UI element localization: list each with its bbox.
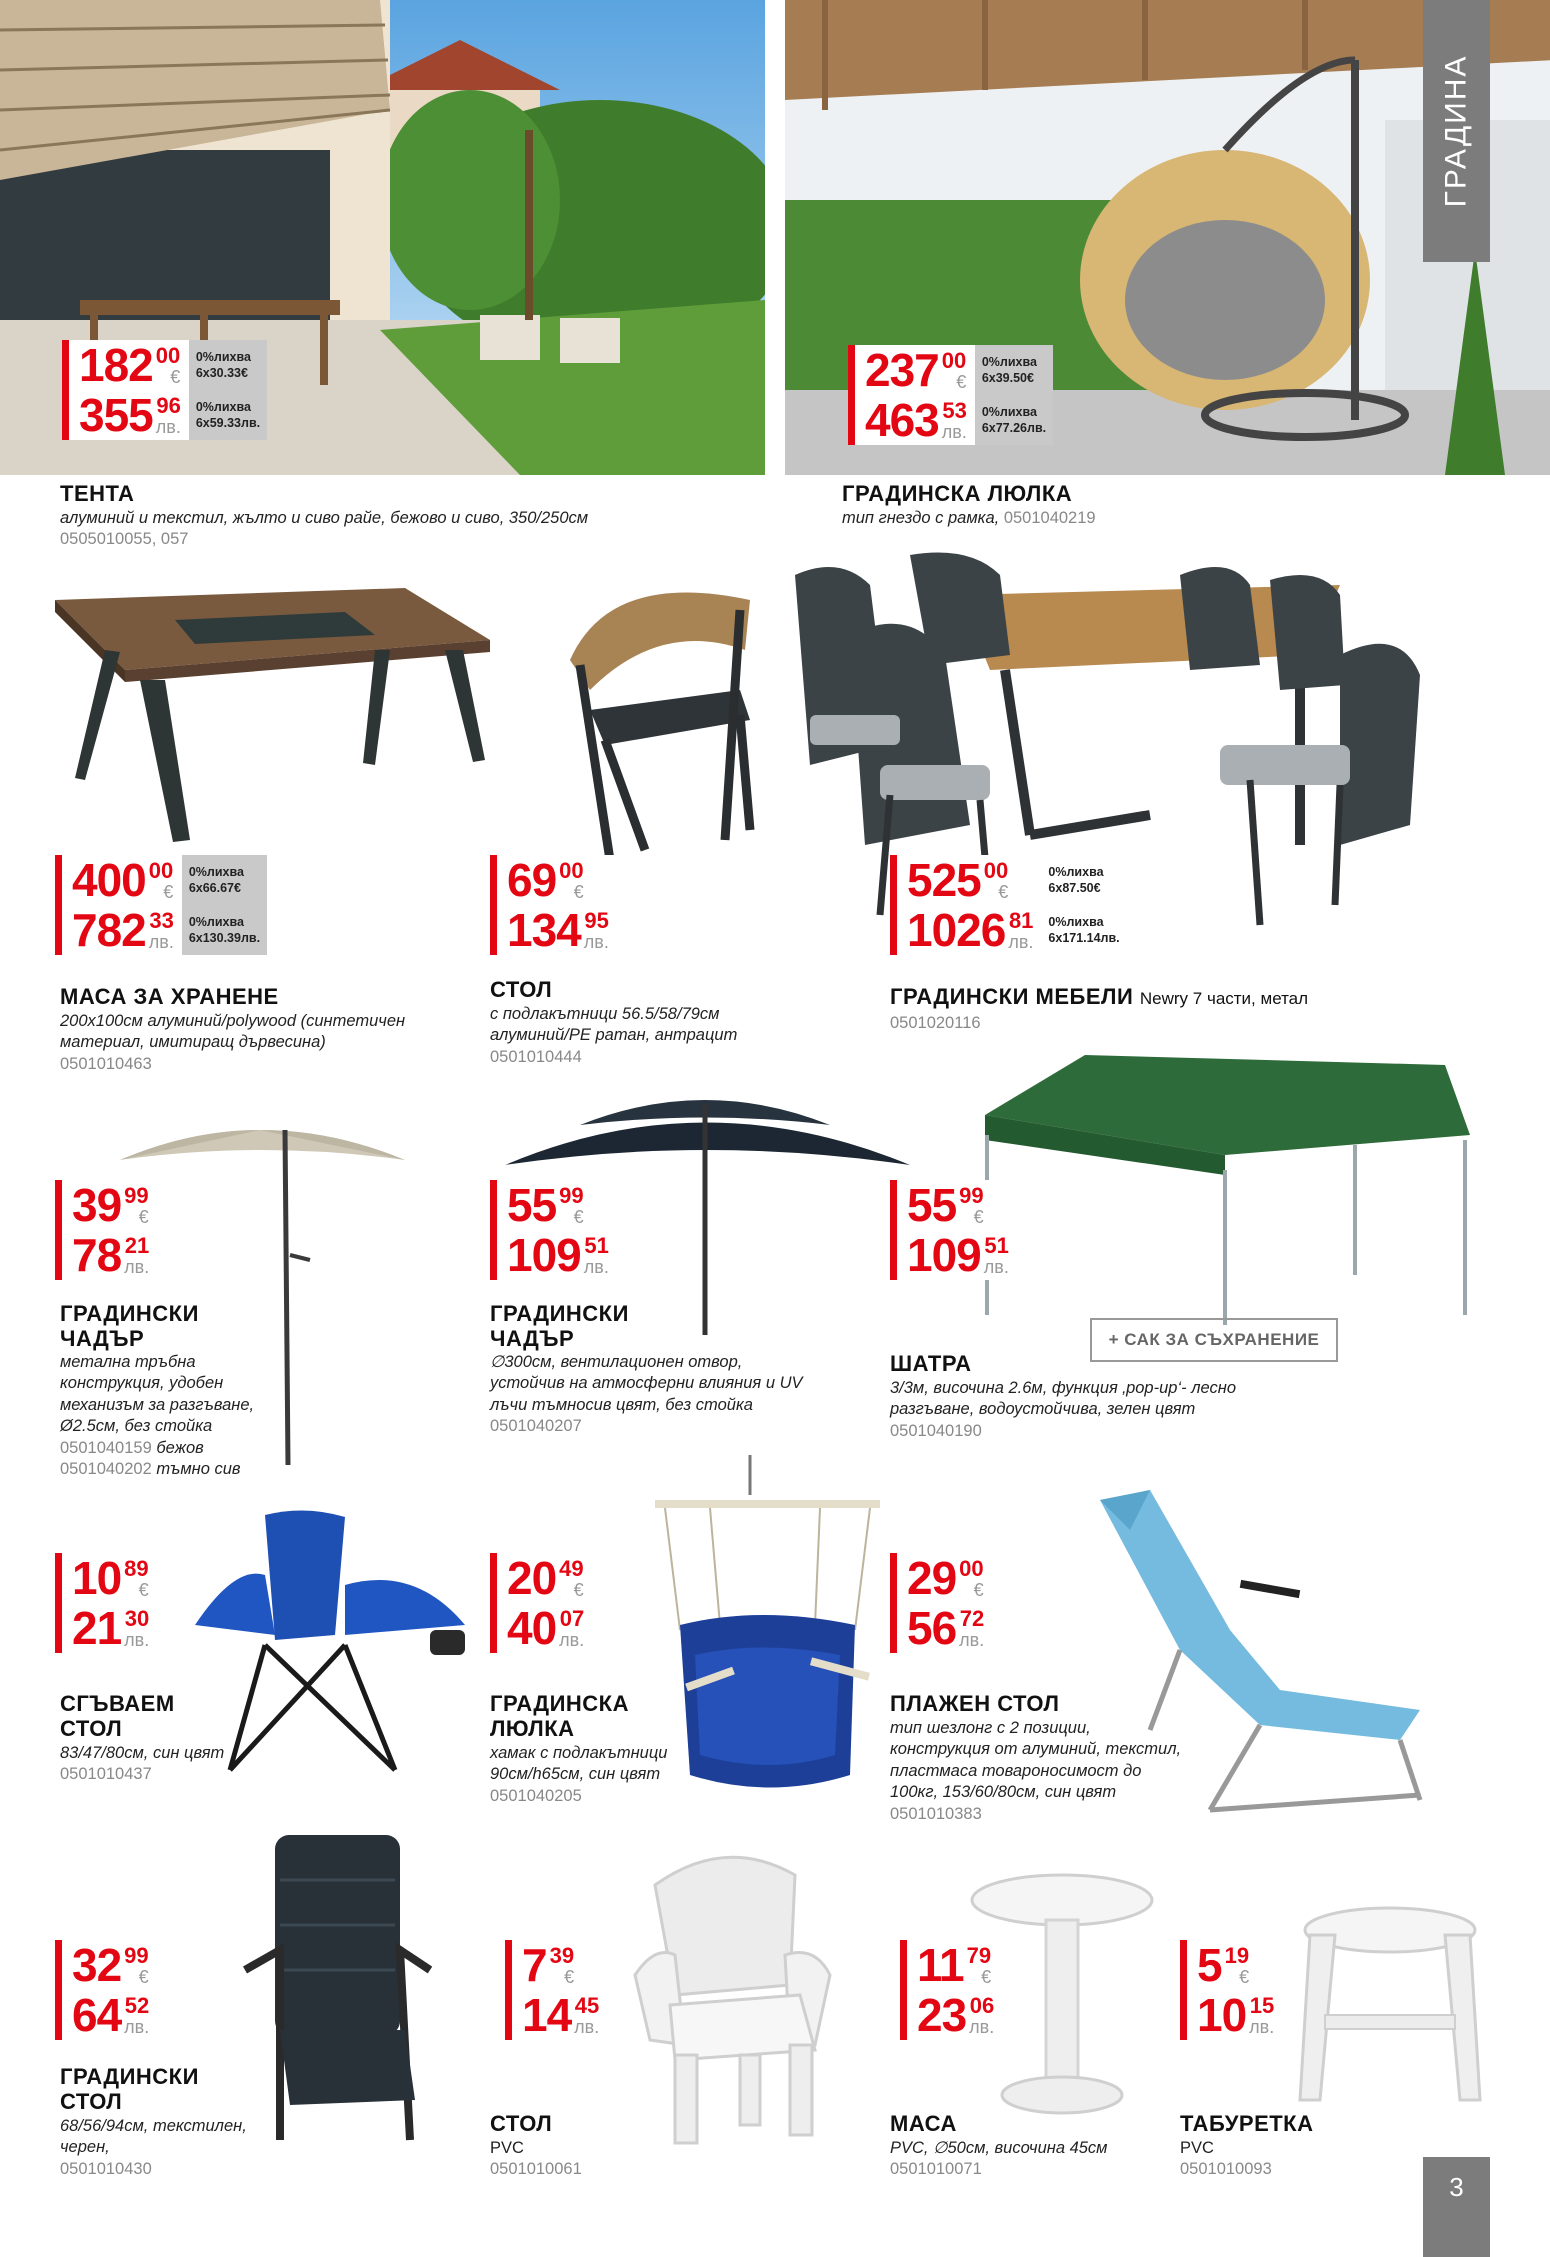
- lease-amount-bgn: 6x130.39лв.: [188, 931, 261, 945]
- hammock-price: [490, 1553, 592, 1653]
- currency-bgn: лв.: [969, 2017, 995, 2037]
- lease-amount-eur: 6x30.33€: [195, 366, 248, 380]
- currency-eur: €: [138, 1967, 149, 1987]
- pvc-chair-image: [615, 1845, 845, 2145]
- currency-bgn: лв.: [583, 1257, 609, 1277]
- lease-box: [975, 345, 1053, 445]
- folding-chair-title: СГЪВАЕМ СТОЛ: [60, 1691, 175, 1741]
- rattan-chair-desc-text: с подлакътници 56.5/58/79см алуминий/PE ратан, антрацит: [490, 1005, 738, 1045]
- price-eur-dec: 19: [1224, 1943, 1250, 1968]
- currency-bgn: лв.: [559, 1630, 585, 1650]
- lease-box: [182, 855, 267, 955]
- price-eur-int: 11: [917, 1939, 964, 1991]
- tent-desc: [890, 1378, 1270, 1442]
- price-bgn-dec: 06: [969, 1993, 995, 2018]
- lease-rate: 0%лихва: [188, 914, 244, 929]
- currency-eur: €: [138, 1207, 149, 1227]
- price-bgn-int: 782: [72, 904, 146, 956]
- hammock-desc-text: хамак с подлакътници 90см/h65см, син цвят: [490, 1744, 668, 1784]
- furniture-set-title-extra: Newry 7 части, метал: [1139, 989, 1309, 1008]
- pvc-chair-title: СТОЛ: [490, 2111, 553, 2136]
- swing-code: 0501040219: [1003, 509, 1096, 527]
- price-bgn-int: 23: [917, 1989, 967, 2041]
- beach-chair-price: [890, 1553, 992, 1653]
- price-bgn-dec: 15: [1249, 1993, 1275, 2018]
- beach-chair-code: 0501010383: [890, 1804, 982, 1823]
- price-bgn-int: 109: [907, 1229, 981, 1281]
- price-eur-dec: 00: [559, 858, 584, 883]
- currency-bgn: лв.: [1249, 2017, 1275, 2037]
- price-eur-dec: 00: [148, 858, 174, 883]
- price-bgn-dec: 95: [584, 908, 609, 933]
- hammock-code: 0501040205: [490, 1786, 582, 1805]
- rattan-chair-desc: [490, 1004, 820, 1068]
- folding-chair-price: [55, 1553, 157, 1653]
- price-bgn-int: 78: [72, 1229, 122, 1281]
- currency-eur: €: [998, 882, 1009, 902]
- umbrella-navy-code: 0501040207: [490, 1417, 582, 1436]
- hammock-desc: [490, 1743, 710, 1807]
- umbrella-navy-desc: [490, 1352, 810, 1438]
- price-eur-int: 55: [507, 1179, 557, 1231]
- storage-bag-badge: + САК ЗА СЪХРАНЕНИЕ: [1090, 1318, 1338, 1362]
- beach-chair-desc-text: тип шезлонг с 2 позиции, конструкция от алуминий, текстил, пластмаса товароносимост до 100кг, 153/60/80см, син цвят: [890, 1719, 1182, 1802]
- stool-title: ТАБУРЕТКА: [1180, 2111, 1314, 2136]
- price-bgn-int: 109: [507, 1229, 581, 1281]
- swing-desc: [842, 508, 1342, 529]
- tent-title: ШАТРА: [890, 1351, 972, 1376]
- rattan-chair-title: СТОЛ: [490, 977, 553, 1002]
- price-eur-int: 400: [72, 854, 146, 906]
- awning-code: 0505010055, 057: [60, 530, 189, 549]
- currency-eur: €: [573, 1580, 584, 1600]
- lease-rate: 0%лихва: [195, 399, 251, 414]
- furniture-set-code: 0501020116: [890, 1014, 981, 1032]
- lease-rate: 0%лихва: [981, 354, 1037, 369]
- tent-price: [890, 1180, 1017, 1280]
- price-bgn-dec: 21: [124, 1233, 150, 1258]
- awning-desc: [60, 508, 760, 551]
- currency-bgn: лв.: [124, 1630, 150, 1650]
- pvc-chair-price: [505, 1940, 607, 2040]
- stool-price: [1180, 1940, 1282, 2040]
- hammock-title: ГРАДИНСКА ЛЮЛКА: [490, 1691, 629, 1741]
- lease-box: [1041, 855, 1126, 955]
- price-eur-dec: 79: [966, 1943, 992, 1968]
- price-eur-dec: 00: [941, 348, 967, 373]
- currency-bgn: лв.: [124, 2017, 150, 2037]
- furniture-set-title: [890, 985, 1308, 1010]
- price-bgn-int: 463: [865, 394, 939, 446]
- awning-desc-text: алуминий и текстил, жълто и сиво райе, бежово и сиво, 350/250см: [60, 509, 589, 527]
- price-bgn-int: 14: [522, 1989, 572, 2041]
- price-eur-int: 55: [907, 1179, 957, 1231]
- price-eur-dec: 99: [124, 1183, 149, 1208]
- lease-rate: 0%лихва: [195, 349, 251, 364]
- folding-chair-image: [195, 1505, 475, 1780]
- dining-table-price: [55, 855, 267, 955]
- dining-table-desc: [60, 1011, 420, 1075]
- umbrella-beige-code2: 0501040202: [60, 1460, 152, 1479]
- lease-amount-bgn: 6x59.33лв.: [195, 416, 261, 430]
- garden-chair-title: ГРАДИНСКИ СТОЛ: [60, 2064, 199, 2114]
- currency-eur: €: [573, 1207, 584, 1227]
- folding-chair-desc: [60, 1743, 300, 1786]
- price-bgn-dec: 33: [149, 908, 174, 933]
- stool-desc: [1180, 2138, 1380, 2181]
- price-bgn-int: 40: [507, 1602, 557, 1654]
- price-eur-dec: 00: [155, 343, 181, 368]
- furniture-set-price: [890, 855, 1127, 955]
- garden-chair-desc: [60, 2116, 260, 2180]
- price-bgn-dec: 51: [584, 1233, 609, 1258]
- garden-chair-price: [55, 1940, 157, 2040]
- section-tab-label: ГРАДИНА: [1439, 54, 1473, 208]
- umbrella-navy-desc-text: ∅300см, вентилационен отвор, устойчив на атмосферни влияния и UV лъчи тъмносив цвят, без стойка: [490, 1353, 803, 1414]
- currency-eur: €: [973, 1207, 984, 1227]
- garden-chair-image: [240, 1830, 440, 2150]
- furniture-set-desc: [890, 1013, 1240, 1034]
- price-eur-dec: 99: [559, 1183, 584, 1208]
- pvc-table-price: [900, 1940, 1002, 2040]
- currency-bgn: лв.: [148, 932, 174, 952]
- currency-bgn: лв.: [1008, 932, 1034, 952]
- price-bgn-dec: 45: [574, 1993, 600, 2018]
- umbrella-beige-code2-label: тъмно сив: [156, 1460, 241, 1479]
- dining-table-title: МАСА ЗА ХРАНЕНЕ: [60, 984, 279, 1009]
- dining-table-image: [45, 580, 495, 850]
- furniture-set-title-text: ГРАДИНСКИ МЕБЕЛИ: [890, 984, 1134, 1009]
- currency-bgn: лв.: [959, 1630, 985, 1650]
- stool-image: [1295, 1905, 1485, 2105]
- price-eur-dec: 49: [559, 1556, 584, 1581]
- price-bgn-dec: 52: [124, 1993, 150, 2018]
- garden-chair-desc-text: 68/56/94см, текстилен, черен,: [60, 2117, 247, 2157]
- beach-chair-desc: [890, 1718, 1190, 1825]
- umbrella-beige-price: [55, 1180, 157, 1280]
- currency-eur: €: [163, 882, 174, 902]
- currency-bgn: лв.: [583, 932, 609, 952]
- lease-box: [189, 340, 267, 440]
- lease-rate: 0%лихва: [1048, 864, 1104, 879]
- pvc-table-title: МАСА: [890, 2111, 957, 2136]
- price-bgn-dec: 53: [942, 398, 967, 423]
- swing-title: ГРАДИНСКА ЛЮЛКА: [842, 481, 1073, 506]
- currency-bgn: лв.: [155, 417, 181, 437]
- price-eur-int: 10: [72, 1552, 122, 1604]
- price-bgn-int: 10: [1197, 1989, 1247, 2041]
- price-eur-dec: 99: [959, 1183, 984, 1208]
- currency-bgn: лв.: [983, 1257, 1009, 1277]
- awning-title: ТЕНТА: [60, 481, 135, 506]
- currency-eur: €: [564, 1967, 575, 1987]
- price-eur-int: 182: [79, 339, 153, 391]
- awning-price: [62, 340, 267, 440]
- page-number: 3: [1423, 2157, 1490, 2257]
- umbrella-beige-desc-text: метална тръбна конструкция, удобен механизъм за разгъване, Ø2.5см, без стойка: [60, 1353, 255, 1436]
- swing-price: [848, 345, 1053, 445]
- stool-desc-text: PVC: [1180, 2139, 1214, 2157]
- currency-eur: €: [138, 1580, 149, 1600]
- price-eur-int: 39: [72, 1179, 122, 1231]
- umbrella-beige-desc: [60, 1352, 275, 1481]
- folding-chair-desc-text: 83/47/80см, син цвят: [60, 1744, 225, 1762]
- price-eur-dec: 00: [983, 858, 1009, 883]
- tent-desc-text: 3/3м, височина 2.6м, функция ‚pop-up‘- лесно разгъване, водоустойчива, зелен цвят: [890, 1379, 1237, 1419]
- tent-image: [975, 1045, 1475, 1325]
- price-eur-int: 20: [507, 1552, 557, 1604]
- garden-chair-code: 0501010430: [60, 2159, 152, 2178]
- currency-eur: €: [170, 367, 181, 387]
- pvc-table-desc-text: PVC, ∅50см, височина 45см: [890, 2139, 1108, 2157]
- lease-rate: 0%лихва: [981, 404, 1037, 419]
- rattan-chair-price: [490, 855, 617, 955]
- currency-bgn: лв.: [941, 422, 967, 442]
- price-bgn-int: 56: [907, 1602, 957, 1654]
- dining-table-code: 0501010463: [60, 1054, 152, 1073]
- price-bgn-dec: 72: [959, 1606, 985, 1631]
- currency-bgn: лв.: [124, 1257, 150, 1277]
- price-eur-dec: 99: [124, 1943, 149, 1968]
- lease-amount-eur: 6x87.50€: [1048, 881, 1101, 895]
- currency-eur: €: [973, 1580, 984, 1600]
- price-eur-dec: 00: [959, 1556, 984, 1581]
- price-bgn-dec: 30: [124, 1606, 150, 1631]
- price-eur-int: 5: [1197, 1939, 1222, 1991]
- rattan-chair-image: [550, 580, 765, 860]
- lease-rate: 0%лихва: [1048, 914, 1104, 929]
- pvc-table-code: 0501010071: [890, 2160, 982, 2179]
- price-bgn-int: 355: [79, 389, 153, 441]
- price-bgn-dec: 81: [1008, 908, 1034, 933]
- section-tab[interactable]: [1423, 0, 1490, 262]
- price-bgn-int: 1026: [907, 904, 1006, 956]
- price-bgn-int: 64: [72, 1989, 122, 2041]
- currency-eur: €: [981, 1967, 992, 1987]
- pvc-chair-code: 0501010061: [490, 2160, 582, 2179]
- tent-code: 0501040190: [890, 1421, 982, 1440]
- price-bgn-int: 134: [507, 904, 581, 956]
- swing-desc-text: тип гнездо с рамка,: [842, 509, 1000, 527]
- currency-bgn: лв.: [574, 2017, 600, 2037]
- currency-eur: €: [573, 882, 584, 902]
- dining-table-desc-text: 200x100см алуминий/polywood (синтетичен материал, имитиращ дървесина): [60, 1012, 406, 1052]
- price-bgn-int: 21: [72, 1602, 122, 1654]
- price-bgn-dec: 07: [559, 1606, 585, 1631]
- lease-amount-eur: 6x39.50€: [981, 371, 1034, 385]
- umbrella-beige-code1: 0501040159: [60, 1438, 152, 1457]
- currency-eur: €: [1239, 1967, 1250, 1987]
- price-bgn-dec: 51: [984, 1233, 1009, 1258]
- folding-chair-code: 0501010437: [60, 1765, 152, 1784]
- price-eur-int: 32: [72, 1939, 122, 1991]
- price-eur-int: 237: [865, 344, 939, 396]
- price-bgn-dec: 96: [156, 393, 181, 418]
- pvc-chair-desc-text: PVC: [490, 2139, 524, 2157]
- beach-chair-title: ПЛАЖЕН СТОЛ: [890, 1691, 1060, 1716]
- price-eur-int: 525: [907, 854, 981, 906]
- lease-rate: 0%лихва: [188, 864, 244, 879]
- rattan-chair-code: 0501010444: [490, 1047, 582, 1066]
- price-eur-int: 7: [522, 1939, 547, 1991]
- currency-eur: €: [956, 372, 967, 392]
- umbrella-beige-title: ГРАДИНСКИ ЧАДЪР: [60, 1301, 199, 1351]
- price-eur-int: 29: [907, 1552, 957, 1604]
- pvc-chair-desc: [490, 2138, 690, 2181]
- lease-amount-eur: 6x66.67€: [188, 881, 241, 895]
- lease-amount-bgn: 6x77.26лв.: [981, 421, 1047, 435]
- price-eur-int: 69: [507, 854, 557, 906]
- umbrella-navy-title: ГРАДИНСКИ ЧАДЪР: [490, 1301, 629, 1351]
- price-eur-dec: 39: [549, 1943, 575, 1968]
- price-eur-dec: 89: [124, 1556, 149, 1581]
- umbrella-beige-code1-label: бежов: [156, 1438, 204, 1457]
- lease-amount-bgn: 6x171.14лв.: [1048, 931, 1120, 945]
- pvc-table-desc: [890, 2138, 1190, 2181]
- umbrella-navy-price: [490, 1180, 617, 1280]
- stool-code: 0501010093: [1180, 2160, 1272, 2179]
